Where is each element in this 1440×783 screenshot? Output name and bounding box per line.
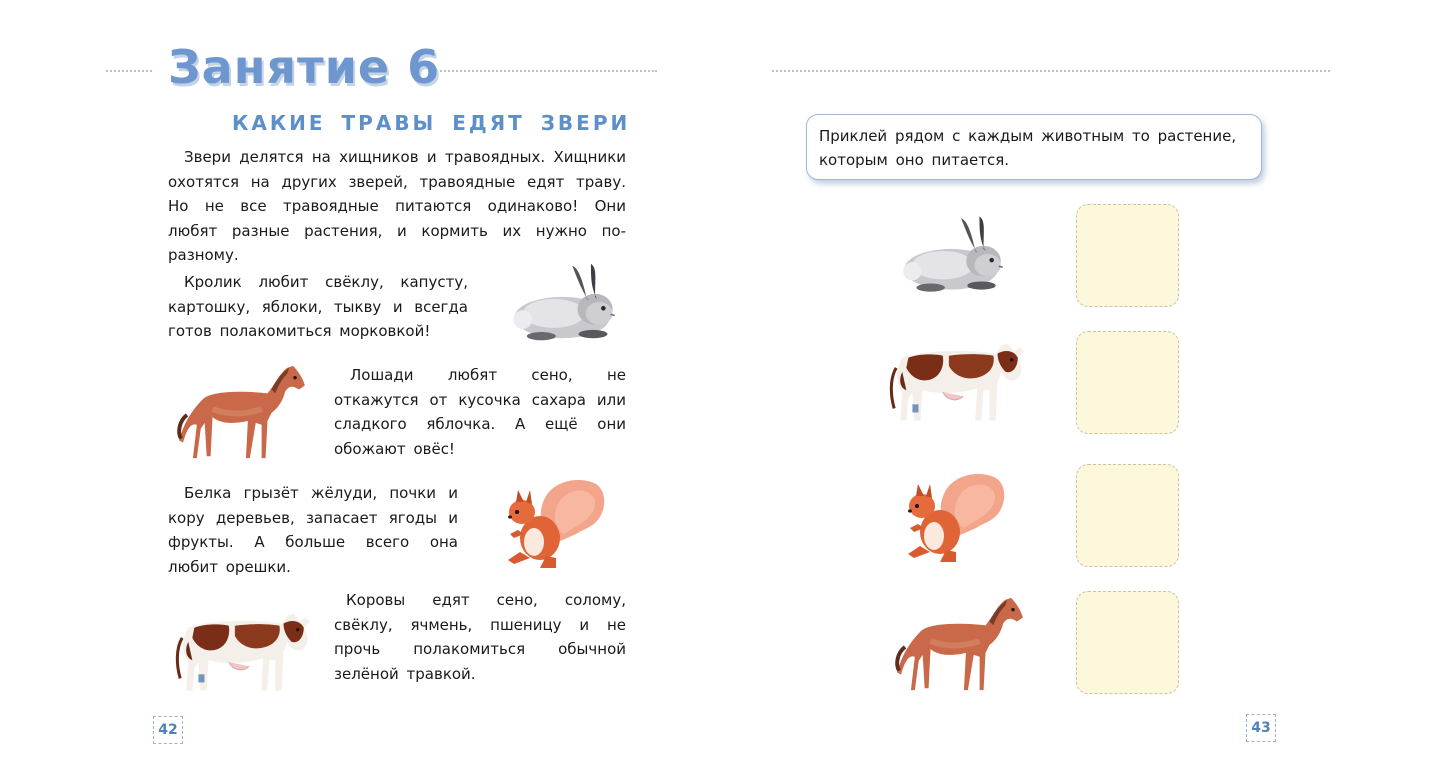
rabbit-icon [500, 258, 624, 344]
instruction-box: Приклей рядом с каждым животным то растение, которым оно питается. [806, 114, 1262, 180]
sticker-slot-rabbit[interactable] [1076, 204, 1179, 307]
title-divider-right [433, 70, 657, 72]
lesson-subtitle: КАКИЕ ТРАВЫ ЕДЯТ ЗВЕРИ [232, 111, 631, 135]
cow-icon [882, 326, 1034, 430]
sticker-slot-cow[interactable] [1076, 331, 1179, 434]
cow-paragraph: Коровы едят сено, солому, свёклу, ячмень, пшеницу и не прочь полакомиться обычной зелёной травкой. [334, 591, 626, 683]
horse-paragraph: Лошади любят сено, не откажутся от кусочка сахара или сладкого яблочка. А ещё они обожают овёс! [334, 366, 626, 458]
top-divider-right-page [772, 70, 1330, 72]
sticker-slot-squirrel[interactable] [1076, 464, 1179, 567]
sticker-slot-horse[interactable] [1076, 591, 1179, 694]
title-divider-left [106, 70, 152, 72]
lesson-title: Занятие 6 [168, 40, 441, 94]
intro-paragraph: Звери делятся на хищников и травоядных. Хищники охотятся на других зверей, травоядные едят траву. Но не все травоядные питаются одинаково! Они любят разные растения, и кормить их нужно по-разному. [168, 148, 626, 264]
horse-icon [172, 360, 312, 468]
rabbit-icon [890, 210, 1012, 296]
squirrel-paragraph: Белка грызёт жёлуди, почки и кору деревьев, запасает ягоды и фрукты. А больше всего она любит орешки. [168, 484, 458, 576]
rabbit-paragraph: Кролик любит свёклу, капусту, картошку, яблоки, тыкву и всегда готов полакомиться морковкой! [168, 273, 468, 340]
page-number-right: 43 [1246, 714, 1276, 742]
horse-icon [890, 592, 1030, 700]
squirrel-icon [900, 466, 1010, 566]
squirrel-icon [500, 472, 610, 572]
page-number-left: 42 [153, 716, 183, 744]
cow-icon [168, 596, 320, 700]
